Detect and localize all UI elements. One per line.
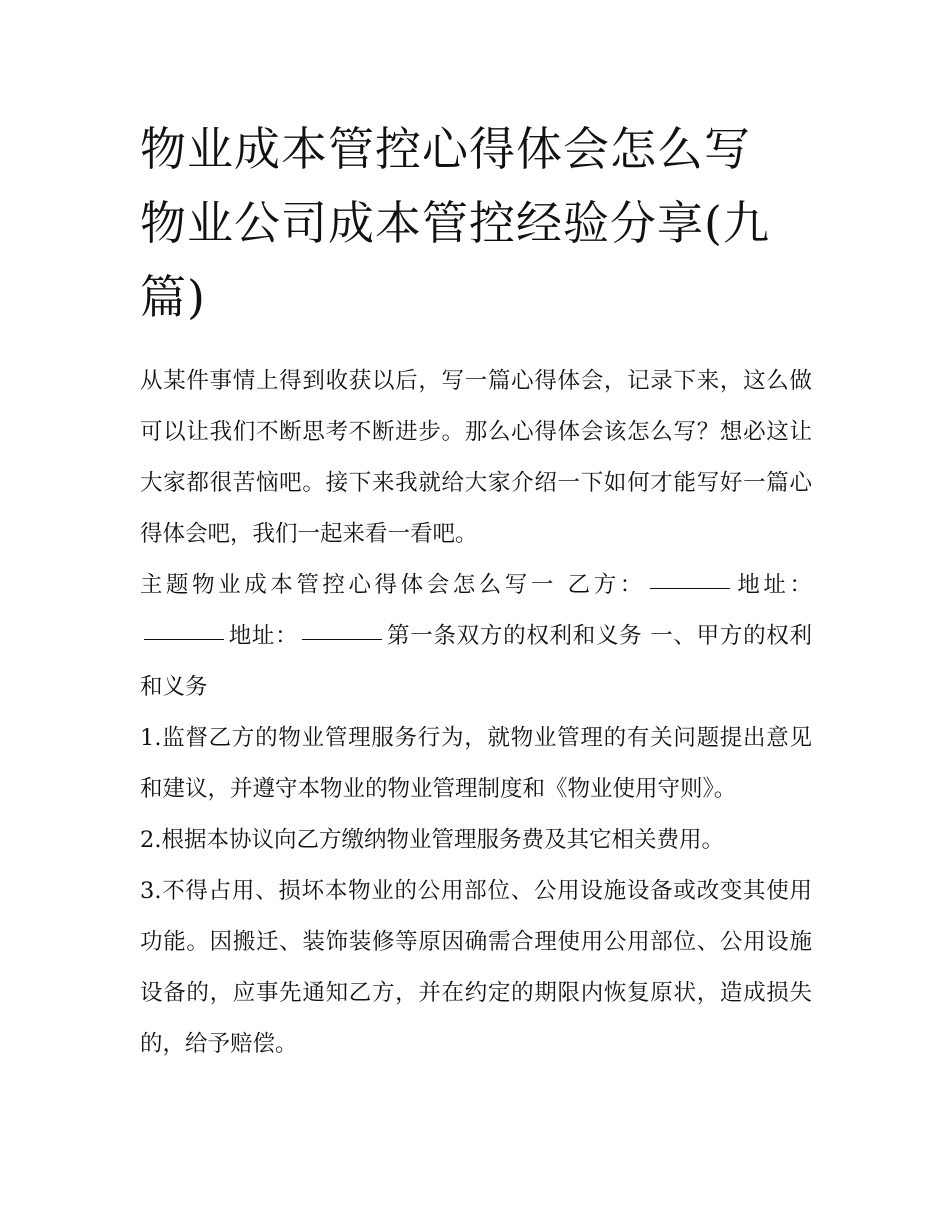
- document-body: [140, 112, 812, 1070]
- topic-text-2: 地址：: [733, 572, 812, 598]
- list-item-1: 1.监督乙方的物业管理服务行为，就物业管理的有关问题提出意见和建议，并遵守本物业的物业管理制度和《物业使用守则》。: [140, 725, 812, 802]
- blank-line: [650, 588, 730, 589]
- list-item-3: 3.不得占用、损坏本物业的公用部位、公用设施设备或改变其使用功能。因搬迁、装饰装修等原因确需合理使用公用部位、公用设施设备的，应事先通知乙方，并在约定的期限内恢复原状，造成损失的，给予赔偿。: [140, 878, 812, 1057]
- topic-text-4: 第一条双方的权利和义务 一、甲方的权利和义务: [140, 623, 812, 700]
- blank-line: [302, 639, 382, 640]
- blank-line: [144, 639, 224, 640]
- document-title: 物业成本管控心得体会怎么写 物业公司成本管控经验分享(九篇): [140, 122, 770, 324]
- topic-text-1: 主题物业成本管控心得体会怎么写一 乙方：: [140, 572, 646, 598]
- topic-paragraph: [140, 560, 812, 713]
- intro-paragraph: 从某件事情上得到收获以后，写一篇心得体会，记录下来，这么做可以让我们不断思考不断进步。那么心得体会该怎么写？想必这让大家都很苦恼吧。接下来我就给大家介绍一下如何才能写好一篇心得体会吧，我们一起来看一看吧。: [140, 368, 812, 547]
- topic-text-3: 地址：: [228, 623, 299, 649]
- list-item-2: 2.根据本协议向乙方缴纳物业管理服务费及其它相关费用。: [140, 827, 724, 853]
